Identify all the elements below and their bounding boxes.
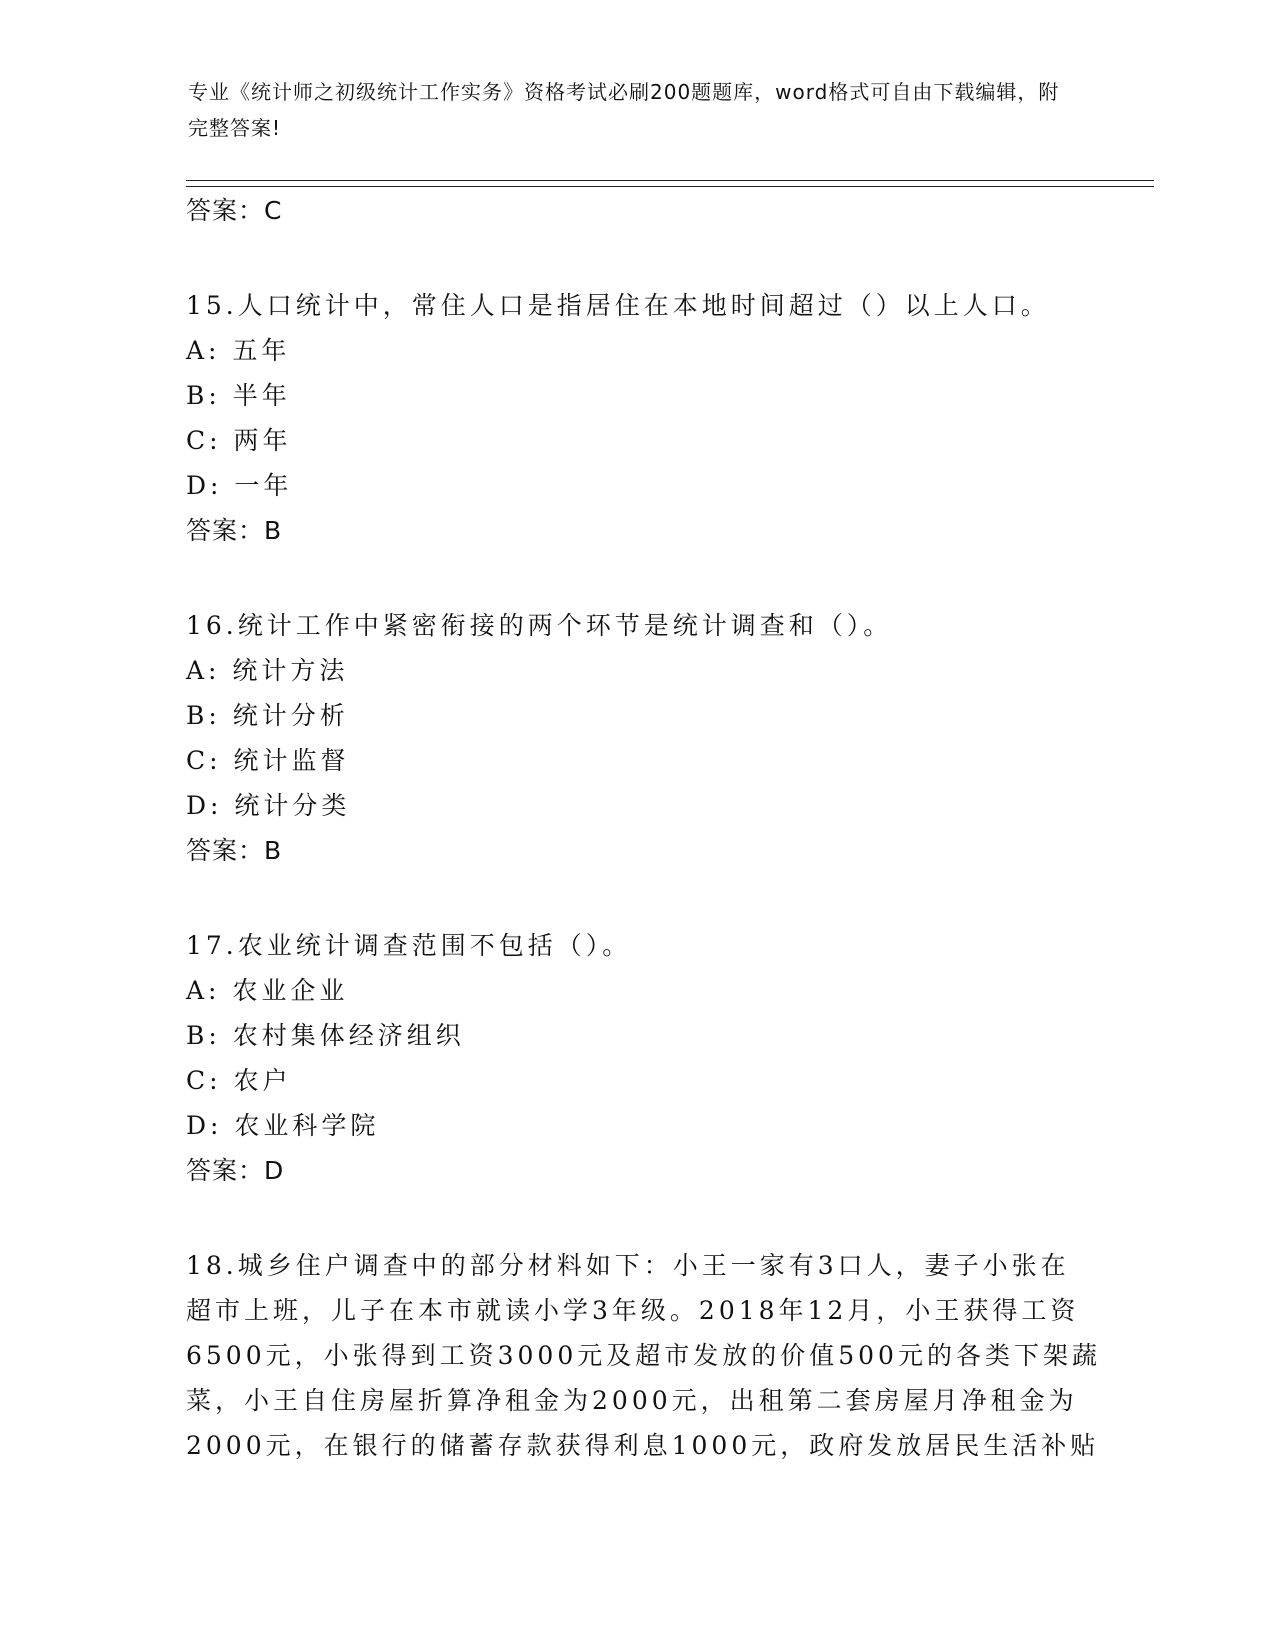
option-d: D: 一年: [186, 471, 293, 500]
question-16: [186, 603, 1106, 873]
header-divider-bottom: [186, 186, 1154, 187]
header-divider-top: [186, 180, 1154, 181]
option-d: D: 农业科学院: [186, 1111, 380, 1140]
document-header: 专业《统计师之初级统计工作实务》资格考试必刷200题题库，word格式可自由下载编辑，附完整答案!: [188, 80, 1060, 140]
question-title: 16.统计工作中紧密衔接的两个环节是统计调查和（）。: [186, 611, 893, 640]
option-b: B: 半年: [186, 381, 291, 410]
option-b: B: 统计分析: [186, 701, 349, 730]
question-title: 17.农业统计调查范围不包括（）。: [186, 931, 632, 960]
answer: 答案：B: [186, 516, 283, 545]
question-17: [186, 923, 1106, 1193]
question-text-line: 菜，小王自住房屋折算净租金为2000元，出租第二套房屋月净租金为: [186, 1386, 1078, 1415]
previous-answer: 答案：C: [186, 196, 283, 225]
answer: 答案：D: [186, 1156, 285, 1185]
option-c: C: 农户: [186, 1066, 292, 1095]
answer: 答案：B: [186, 836, 283, 865]
option-a: A: 农业企业: [186, 976, 349, 1005]
question-text-line: 18.城乡住户调查中的部分材料如下：小王一家有3口人，妻子小张在: [186, 1251, 1070, 1280]
question-text-line: 2000元，在银行的储蓄存款获得利息1000元，政府发放居民生活补贴: [186, 1431, 1100, 1460]
question-title: 15.人口统计中，常住人口是指居住在本地时间超过（）以上人口。: [186, 291, 1050, 320]
question-content: [186, 188, 1106, 1468]
option-a: A: 统计方法: [186, 656, 349, 685]
question-text-line: 超市上班，儿子在本市就读小学3年级。2018年12月，小王获得工资: [186, 1296, 1080, 1325]
question-18: [186, 1243, 1106, 1468]
question-15: [186, 283, 1106, 553]
question-text-line: 6500元，小张得到工资3000元及超市发放的价值500元的各类下架蔬: [186, 1341, 1101, 1370]
option-c: C: 统计监督: [186, 746, 350, 775]
option-d: D: 统计分类: [186, 791, 351, 820]
option-c: C: 两年: [186, 426, 292, 455]
option-b: B: 农村集体经济组织: [186, 1021, 465, 1050]
option-a: A: 五年: [186, 336, 291, 365]
